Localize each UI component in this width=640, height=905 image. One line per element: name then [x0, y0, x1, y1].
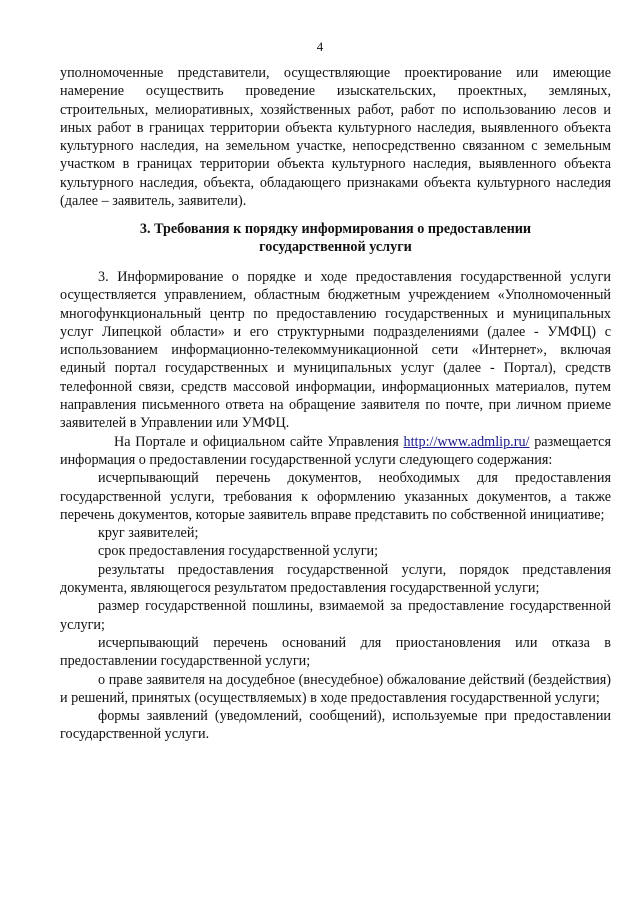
section-heading-line1: 3. Требования к порядку информирования о предоставлении [139, 221, 532, 237]
list-item: результаты предоставления государственной услуги, порядок представления документа, являющегося результатом предоставления государственной услуги; [60, 561, 611, 597]
list-item: исчерпывающий перечень документов, необходимых для предоставления государственной услуги, требования к оформлению указанных документов, а также перечень документов, которые заявитель вправе представить по собственной инициативе; [60, 470, 611, 523]
list-item: срок предоставления государственной услуги; [98, 543, 379, 560]
section-heading-line2: государственной услуги [259, 239, 412, 256]
list-item: исчерпывающий перечень оснований для приостановления или отказа в предоставлении государственной услуги; [60, 634, 611, 670]
section-heading [60, 220, 611, 257]
portal-text-before: На Портале и официальном сайте Управления [114, 433, 404, 450]
intro-paragraph: уполномоченные представители, осуществляющие проектирование или имеющие намерение осуществить проведение изыскательских, проектных, земляных, строительных, мелиоративных, хозяйственных работ, работ по использованию лесов и иных работ в границах территории объекта культурного наследия, выявленного объекта культурного наследия, на земельном участке, непосредственно связанном с земельным участком в границах территории объекта культурного наследия, выявленного объекта культурного наследия, объекта, обладающего признаками объекта культурного наследия (далее – заявитель, заявители). [60, 65, 611, 210]
list-item: формы заявлений (уведомлений, сообщений), используемые при предоставлении государственной услуги. [60, 708, 611, 743]
page-number: 4 [316, 39, 324, 54]
portal-text-after: размещается информация о предоставлении государственной услуги следующего содержания: [60, 433, 611, 468]
list-item: о праве заявителя на досудебное (внесудебное) обжалование действий (бездействия) и решений, принятых (осуществляемых) в ходе предоставления государственной услуги; [60, 671, 611, 706]
list-item: круг заявителей; [98, 525, 199, 542]
list-item: размер государственной пошлины, взимаемой за предоставление государственной услуги; [60, 598, 611, 633]
intro-block [60, 64, 611, 210]
admlip-link[interactable]: http://www.admlip.ru/ [403, 433, 530, 450]
paragraph-3: 3. Информирование о порядке и ходе предоставления государственной услуги осуществляется управлением, областным бюджетным учреждением «Уполномоченный многофункциональный центр по предоставлению государственных и муниципальных услуг Липецкой области» и его структурными подразделениями (далее - УМФЦ) с использованием информационно-телекоммуникационной сети «Интернет», включая единый портал государственных и муниципальных услуг (далее - Портал), средств телефонной связи, средств массовой информации, информационных материалов, путем направления письменного ответа на обращение заявителя по почте, при личном приеме заявителей в Управлении или УМФЦ. [60, 269, 611, 432]
main-text [60, 268, 611, 744]
portal-paragraph [60, 433, 611, 470]
